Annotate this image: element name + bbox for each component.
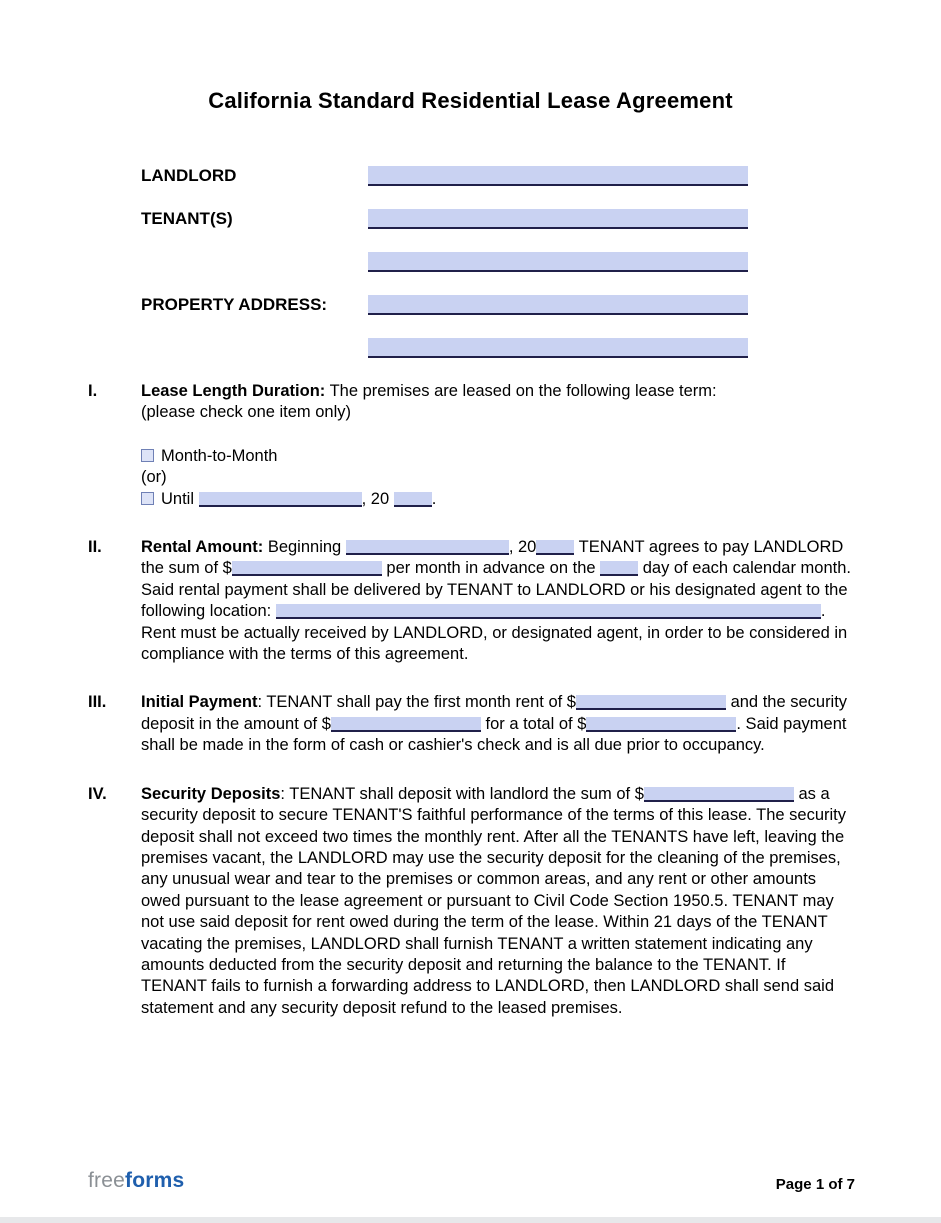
until-end-text: . (431, 489, 437, 508)
sections-container (88, 381, 855, 1019)
section-body-security (141, 784, 855, 1019)
logo-free-text: free (88, 1169, 125, 1192)
section-heading-security: Security Deposits (141, 784, 281, 803)
initial-text-3: for a total of $ (485, 714, 587, 733)
security-text-1: : TENANT shall deposit with landlord the sum of $ (280, 784, 644, 803)
rental-payment-location-field[interactable] (276, 604, 821, 619)
page-title: California Standard Residential Lease Agreement (208, 88, 733, 113)
month-to-month-checkbox[interactable] (141, 449, 154, 462)
section-rental-amount (88, 537, 855, 665)
rental-paragraph (141, 537, 855, 665)
property-address-row-2 (141, 338, 941, 358)
tenants-row (141, 209, 941, 229)
security-text-2: as a security deposit to secure TENANT'S faithful performance of the terms of this lease. The security deposit shall not exceed two times the monthly rent. After all the TENANTS have left, leaving the premises vacant, the LANDLORD may use the security deposit for the cleaning of the premises, any unusual wear and tear to the premises or common areas, and any rent or other amounts owed pursuant to the lease agreement or pursuant to Civil Code Section 1950.5. TENANT may not use said deposit for rent owed during the term of the lease. Within 21 days of the TENANT vacating the premises, LANDLORD shall furnish TENANT a written statement indicating any amounts deducted from the security deposit and returning the balance to the TENANT. If TENANT fails to furnish a forwarding address to LANDLORD, then LANDLORD shall send said statement and any security deposit refund to the leased premises. (141, 784, 847, 1017)
option-until (141, 489, 855, 510)
section-heading-rental: Rental Amount: (141, 538, 264, 557)
parties-block (141, 166, 941, 358)
section-numeral-1: I. (88, 382, 98, 400)
page-number: Page 1 of 7 (775, 1176, 855, 1193)
property-address-row (141, 295, 941, 315)
security-deposit-sum-field[interactable] (644, 787, 794, 802)
rental-due-day-field[interactable] (600, 561, 638, 576)
lease-length-intro-line1: The premises are leased on the following lease term: (329, 382, 717, 400)
lease-length-intro (141, 381, 855, 424)
month-to-month-label: Month-to-Month (161, 446, 278, 465)
landlord-label: LANDLORD (141, 166, 237, 185)
tenants-label: TENANT(S) (141, 209, 233, 228)
security-deposits-paragraph (141, 784, 855, 1019)
or-label: (or) (141, 468, 167, 487)
landlord-field[interactable] (368, 166, 748, 186)
rental-text-3: TENANT agrees to pay LANDLORD the sum of $ (141, 538, 844, 578)
rental-text-6: . Rent must be actually received by LANDLORD, or designated agent, in order to be considered in compliance with the terms of this agreement. (141, 602, 848, 664)
logo-forms-text: forms (125, 1169, 185, 1192)
freeforms-logo (88, 1169, 184, 1193)
until-checkbox[interactable] (141, 492, 154, 505)
lease-term-options (141, 446, 855, 510)
tenant-field-2[interactable] (368, 252, 748, 272)
rental-text-2: , 20 (508, 538, 537, 557)
option-month-to-month (141, 446, 855, 467)
until-label: Until (161, 489, 195, 508)
section-heading-lease-length: Lease Length Duration: (141, 382, 326, 400)
initial-text-4: . Said payment shall be made in the form of cash or cashier's check and is all due prior to occupancy. (141, 714, 847, 755)
page-bottom-edge (0, 1217, 941, 1223)
until-date-field[interactable] (199, 492, 362, 507)
section-numeral-4: IV. (88, 784, 107, 803)
until-year-field[interactable] (394, 492, 432, 507)
lease-length-intro-line2: (please check one item only) (141, 403, 352, 422)
section-heading-initial: Initial Payment (141, 693, 258, 712)
rental-text-5: day of each calendar month. Said rental payment shall be delivered by TENANT to LANDLORD or his designated agent to the following location: (141, 559, 851, 621)
option-or (141, 467, 855, 488)
property-address-label: PROPERTY ADDRESS: (141, 295, 328, 314)
first-month-rent-field[interactable] (576, 695, 726, 710)
property-address-field-1[interactable] (368, 295, 748, 315)
initial-total-field[interactable] (586, 717, 736, 732)
rental-text-4: per month in advance on the (386, 559, 596, 578)
section-security-deposits (88, 784, 855, 1019)
tenants-row-2 (141, 252, 941, 272)
initial-security-deposit-field[interactable] (331, 717, 481, 732)
section-body-lease-length (141, 381, 855, 510)
rental-text-1: Beginning (267, 538, 342, 557)
rental-start-date-field[interactable] (346, 540, 509, 555)
landlord-row (141, 166, 941, 186)
section-lease-length (88, 381, 855, 510)
section-numeral-3: III. (88, 693, 107, 712)
section-numeral-2: II. (88, 538, 102, 557)
rental-amount-field[interactable] (232, 561, 382, 576)
tenant-field-1[interactable] (368, 209, 748, 229)
section-body-initial (141, 692, 855, 756)
section-body-rental (141, 537, 855, 665)
property-address-field-2[interactable] (368, 338, 748, 358)
until-mid-text: , 20 (361, 489, 390, 508)
initial-payment-paragraph (141, 692, 855, 756)
section-initial-payment (88, 692, 855, 756)
page-footer (0, 1169, 941, 1193)
initial-text-1: : TENANT shall pay the first month rent of $ (257, 693, 576, 712)
initial-text-2: and the security deposit in the amount of $ (141, 693, 848, 733)
rental-start-year-field[interactable] (536, 540, 574, 555)
